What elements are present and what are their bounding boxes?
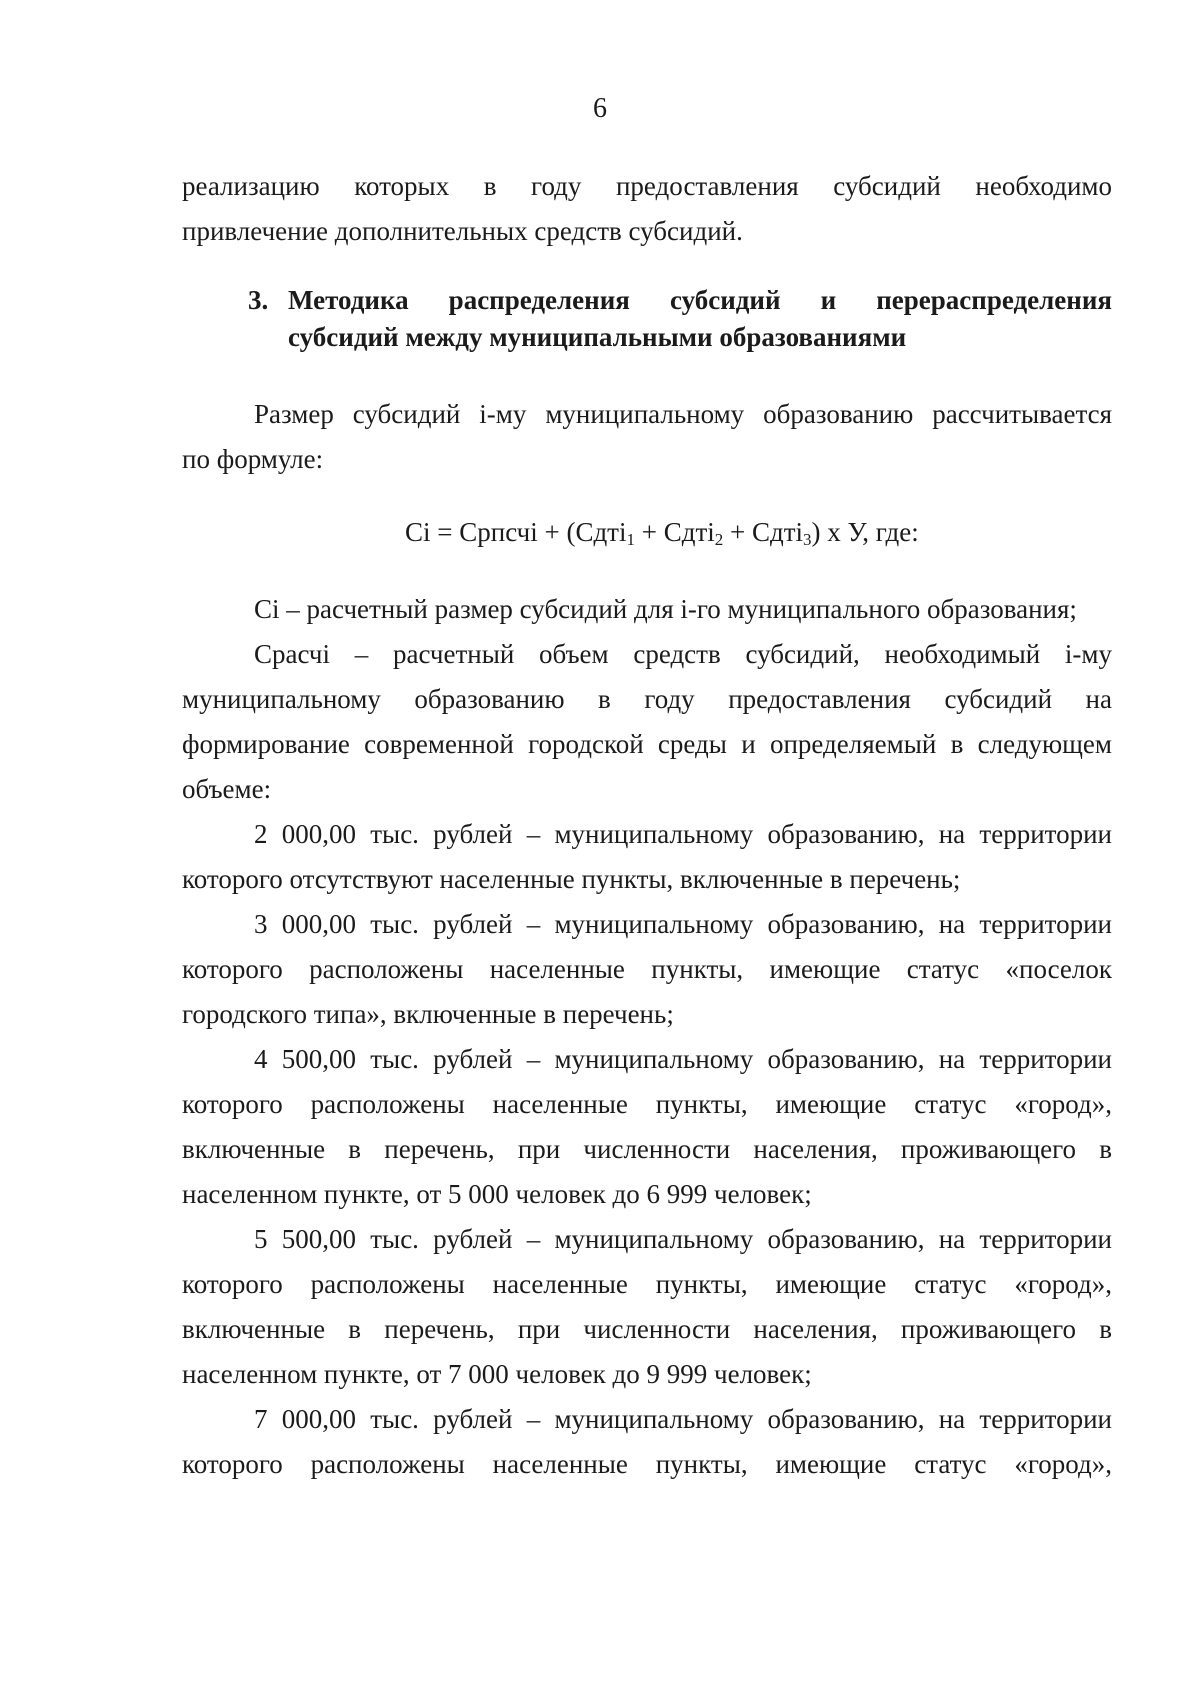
amount-line: 2 000,00 тыс. рублей – муниципальному образованию, на территории (254, 819, 1112, 849)
section-heading (248, 282, 1112, 356)
formula-part-3: + Сдтi (723, 517, 804, 547)
amount-paragraph (182, 812, 1112, 902)
amount-line: которого расположены населенные пункты, имеющие статус «поселок (182, 954, 1112, 984)
page-number: 6 (593, 93, 607, 124)
formula-subscript-1: 1 (626, 530, 635, 549)
definition-srasch-line-3: формирование современной городской среды и определяемый в следующем (182, 729, 1112, 759)
amount-line: 4 500,00 тыс. рублей – муниципальному образованию, на территории (254, 1044, 1112, 1074)
formula-part-2: + Сдтi (634, 517, 715, 547)
formula-subscript-2: 2 (714, 530, 724, 549)
intro-line-1: реализацию которых в году предоставления субсидий необходимо (182, 171, 1112, 201)
amount-line: которого отсутствуют населенные пункты, включенные в перечень; (182, 864, 961, 894)
size-intro-line-1: Размер субсидий i-му муниципальному образованию рассчитывается (254, 399, 1112, 429)
amount-line: которого расположены населенные пункты, имеющие статус «город», (182, 1089, 1112, 1119)
formula (405, 510, 1112, 555)
amount-paragraph (182, 1397, 1112, 1487)
definition-srasch-line-1: Срасчi – расчетный объем средств субсидий, необходимый i-му (254, 639, 1112, 669)
definition-ci: Ci – расчетный размер субсидий для i-го муниципального образования; (254, 594, 1077, 624)
section-title-line-2: субсидий между муниципальными образованиями (288, 322, 907, 352)
amount-line: включенные в перечень, при численности населения, проживающего в (182, 1134, 1112, 1164)
amount-line: городского типа», включенные в перечень; (182, 999, 674, 1029)
amount-line: включенные в перечень, при численности населения, проживающего в (182, 1314, 1112, 1344)
amount-line: которого расположены населенные пункты, имеющие статус «город», (182, 1449, 1112, 1479)
amount-line: населенном пункте, от 7 000 человек до 9 999 человек; (182, 1359, 812, 1389)
size-intro-line-2: по формуле: (182, 444, 324, 474)
amount-line: 5 500,00 тыс. рублей – муниципальному образованию, на территории (254, 1224, 1112, 1254)
section-title-line-1: Методика распределения субсидий и перераспределения (288, 285, 1112, 315)
formula-subscript-3: 3 (803, 530, 812, 549)
amount-line: которого расположены населенные пункты, имеющие статус «город», (182, 1269, 1112, 1299)
amount-paragraph (182, 902, 1112, 1037)
document-body (182, 164, 1112, 1487)
section-number: 3. (248, 285, 269, 315)
amount-paragraph (182, 1037, 1112, 1217)
definition-srasch-line-2: муниципальному образованию в году предоставления субсидий на (182, 684, 1112, 714)
amount-line: 3 000,00 тыс. рублей – муниципальному образованию, на территории (254, 909, 1112, 939)
amount-paragraph (182, 1217, 1112, 1397)
formula-part-1: Ci = Српсчi + (Сдтi (405, 517, 627, 547)
formula-part-4: ) х У, где: (811, 517, 919, 547)
section-title (288, 282, 1112, 356)
size-intro (182, 392, 1112, 482)
intro-line-2: привлечение дополнительных средств субсидий. (182, 216, 743, 246)
definition-srasch-line-4: объеме: (182, 774, 272, 804)
amount-line: 7 000,00 тыс. рублей – муниципальному образованию, на территории (254, 1404, 1112, 1434)
amount-line: населенном пункте, от 5 000 человек до 6 999 человек; (182, 1179, 812, 1209)
